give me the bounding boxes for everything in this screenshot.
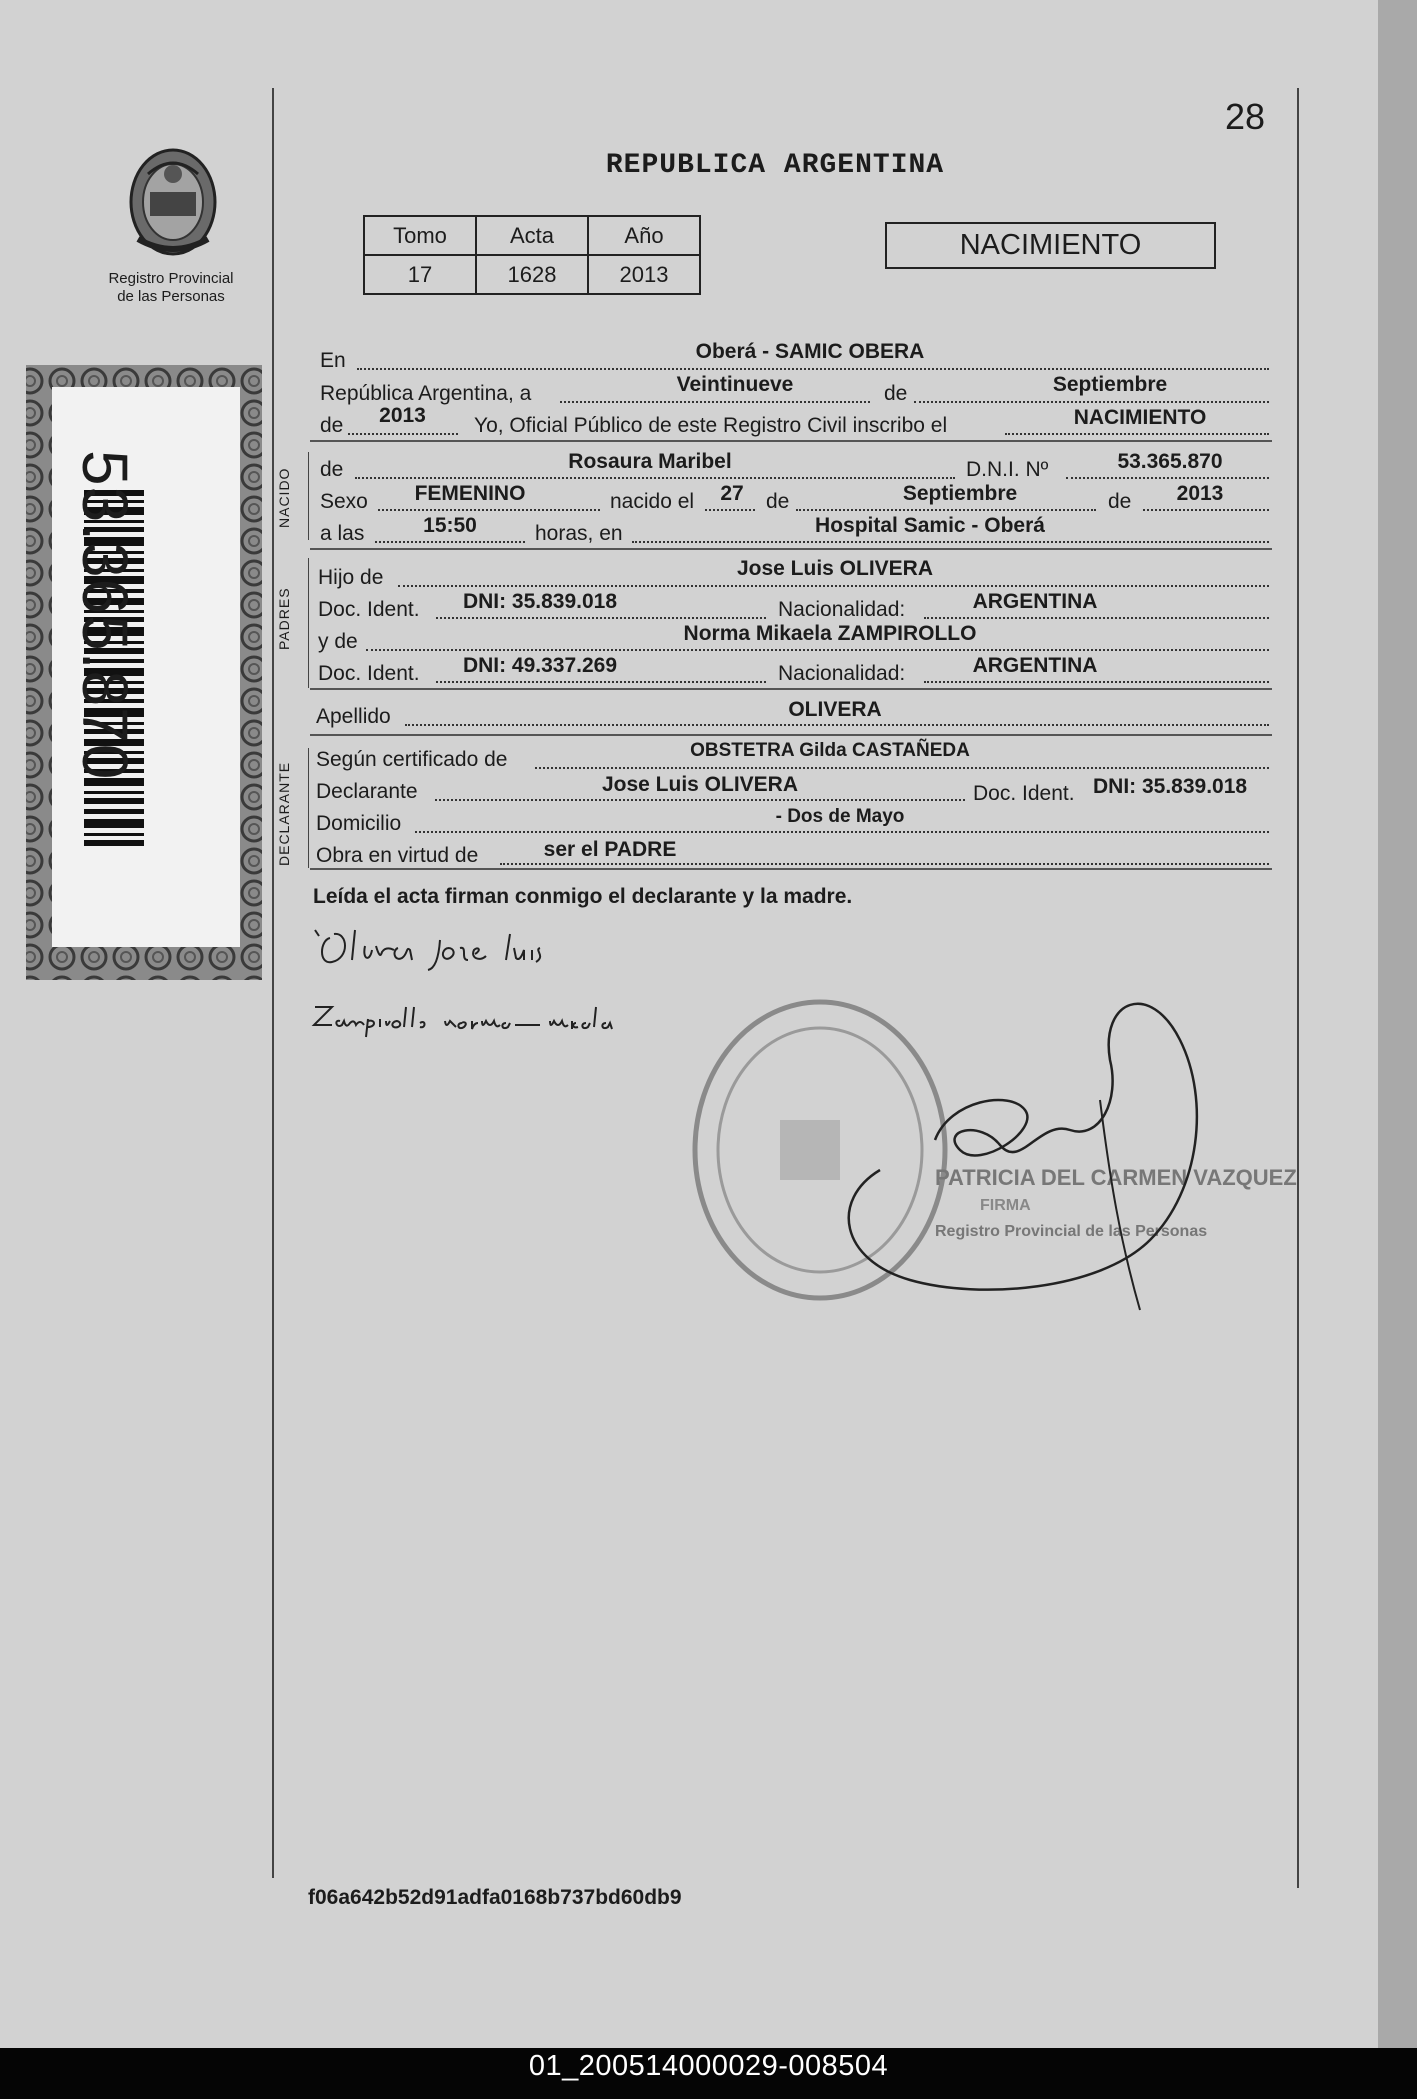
sheet-edge <box>1378 0 1417 2048</box>
de-label: de <box>884 382 908 405</box>
en-value: Oberá - SAMIC OBERA <box>695 340 925 363</box>
official-stamp <box>680 980 1297 1320</box>
child-dni: 53.365.870 <box>1117 450 1223 473</box>
registry-label <box>96 270 246 306</box>
separator <box>310 548 1272 550</box>
apellido-value: OLIVERA <box>788 698 882 721</box>
value-acta: 1628 <box>476 255 588 294</box>
dots <box>535 767 1269 769</box>
document-heading: REPUBLICA ARGENTINA <box>605 150 945 181</box>
dots <box>348 433 458 435</box>
header-tomo: Tomo <box>364 216 476 255</box>
registry-label-line1: Registro Provincial <box>108 270 234 287</box>
de-label-year: de <box>320 414 344 437</box>
registry-label-line2: de las Personas <box>117 288 225 305</box>
year: 2013 <box>379 404 426 427</box>
provincial-emblem-icon <box>118 134 228 264</box>
day-words: Veintinueve <box>676 373 794 396</box>
header-acta: Acta <box>476 216 588 255</box>
birth-de-label: de <box>766 490 790 513</box>
a-las-label: a las <box>320 522 365 545</box>
dots <box>1066 477 1269 479</box>
page-number: 28 <box>1225 96 1266 137</box>
dots <box>355 477 955 479</box>
father-signature <box>310 920 610 980</box>
apellido-label: Apellido <box>316 705 391 728</box>
separator <box>310 734 1272 736</box>
separator <box>310 440 1272 442</box>
nacido-de-label: de <box>320 458 344 481</box>
father-nationality: ARGENTINA <box>972 590 1098 613</box>
obra-value: ser el PADRE <box>543 838 677 861</box>
dots <box>436 681 766 683</box>
nacido-el-label: nacido el <box>610 490 695 513</box>
section-label-nacido: NACIDO <box>276 467 292 528</box>
separator <box>310 688 1272 690</box>
dots <box>366 649 1269 651</box>
section-label-declarante: DECLARANTE <box>276 761 292 866</box>
mother-signature <box>310 995 710 1045</box>
dots <box>436 617 766 619</box>
republica-label: República Argentina, a <box>320 382 532 405</box>
cert-value: OBSTETRA Gilda CASTAÑEDA <box>690 740 970 761</box>
month: Septiembre <box>1052 373 1168 396</box>
separator <box>310 868 1272 870</box>
document-hash: f06a642b52d91adfa0168b737bd60db9 <box>308 1886 682 1909</box>
mother-nationality: ARGENTINA <box>972 654 1098 677</box>
dots <box>705 509 755 511</box>
officer-text: Yo, Oficial Público de este Registro Civil inscribo el <box>474 414 948 437</box>
sexo-value: FEMENINO <box>414 482 526 505</box>
closing-note: Leída el acta firman conmigo el declarante y la madre. <box>313 885 853 908</box>
header-anio: Año <box>588 216 700 255</box>
svg-text:Registro Provincial de las Per: Registro Provincial de las Personas <box>935 1223 1208 1240</box>
dots <box>1005 433 1269 435</box>
act-type: NACIMIENTO <box>1073 406 1207 429</box>
nacido-bracket <box>308 452 309 540</box>
dots <box>375 541 525 543</box>
svg-text:PATRICIA DEL CARMEN VAZQUEZ: PATRICIA DEL CARMEN VAZQUEZ <box>935 1165 1297 1190</box>
dots <box>500 863 1269 865</box>
mother-name: Norma Mikaela ZAMPIROLLO <box>683 622 977 645</box>
mother-nat-label: Nacionalidad: <box>778 662 906 685</box>
dots <box>415 831 1269 833</box>
father-nat-label: Nacionalidad: <box>778 598 906 621</box>
id-number-vertical: 53.365.870 <box>69 450 141 781</box>
svg-text:FIRMA: FIRMA <box>980 1197 1031 1214</box>
dots <box>378 509 600 511</box>
father-name: Jose Luis OLIVERA <box>736 557 934 580</box>
y-de-label: y de <box>318 630 358 653</box>
birth-day: 27 <box>720 482 744 505</box>
birth-time: 15:50 <box>423 514 477 537</box>
declarante-name: Jose Luis OLIVERA <box>601 773 799 796</box>
hijo-de-label: Hijo de <box>318 566 384 589</box>
declarante-doc: DNI: 35.839.018 <box>1093 775 1248 798</box>
dots <box>796 509 1096 511</box>
birth-year: 2013 <box>1176 482 1224 505</box>
left-margin-rule <box>272 88 274 1878</box>
birth-month: Septiembre <box>902 482 1018 505</box>
dots <box>914 401 1269 403</box>
record-type-box: NACIMIENTO <box>885 222 1216 269</box>
dots <box>924 681 1269 683</box>
dots <box>924 617 1269 619</box>
dots <box>435 799 965 801</box>
domicilio-label: Domicilio <box>316 812 402 835</box>
right-margin-rule <box>1297 88 1299 1888</box>
dots <box>405 724 1269 726</box>
declarante-label: Declarante <box>316 780 418 803</box>
sexo-label: Sexo <box>320 490 368 513</box>
dots <box>1143 509 1269 511</box>
value-anio: 2013 <box>588 255 700 294</box>
record-table <box>363 215 701 295</box>
mother-doc-label: Doc. Ident. <box>318 662 420 685</box>
birth-de-label2: de <box>1108 490 1132 513</box>
declarante-bracket <box>308 748 309 868</box>
horas-label: horas, en <box>535 522 623 545</box>
father-doc: DNI: 35.839.018 <box>462 590 618 613</box>
obra-label: Obra en virtud de <box>316 844 479 867</box>
dots <box>560 401 870 403</box>
cert-label: Según certificado de <box>316 748 508 771</box>
declarante-doc-label: Doc. Ident. <box>973 782 1075 805</box>
dots <box>357 368 1269 370</box>
en-label: En <box>320 349 346 372</box>
value-tomo: 17 <box>364 255 476 294</box>
father-doc-label: Doc. Ident. <box>318 598 420 621</box>
dni-label: D.N.I. Nº <box>966 458 1049 481</box>
footer-filename: 01_200514000029-008504 <box>528 2050 889 2082</box>
section-label-padres: PADRES <box>276 587 292 650</box>
domicilio-value: - Dos de Mayo <box>775 806 905 827</box>
dots <box>398 585 1269 587</box>
padres-bracket <box>308 558 309 688</box>
mother-doc: DNI: 49.337.269 <box>462 654 618 677</box>
child-name: Rosaura Maribel <box>568 450 732 473</box>
dots <box>632 541 1269 543</box>
birth-place: Hospital Samic - Oberá <box>815 514 1045 537</box>
